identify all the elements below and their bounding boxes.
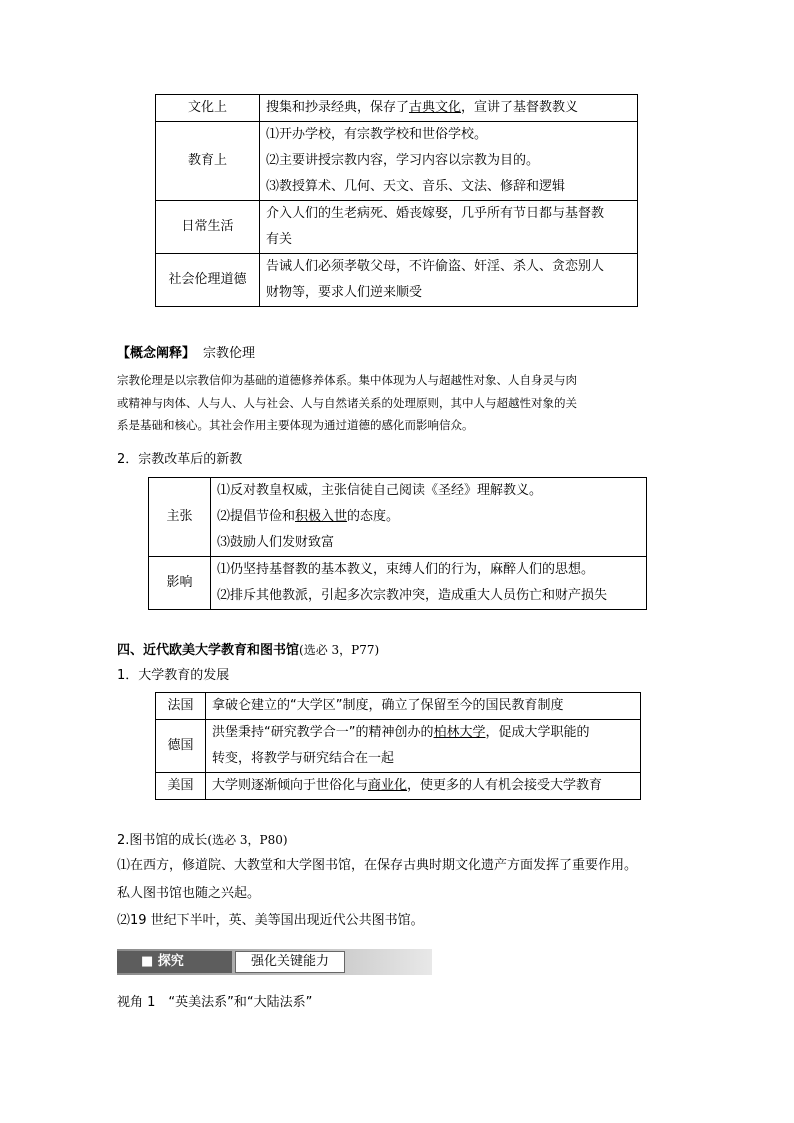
subheading-1: 1．大学教育的发展 bbox=[117, 668, 230, 683]
table1-row-header: 社会伦理道德 bbox=[156, 254, 260, 307]
cell-line: ⑴反对教皇权威，主张信徒自己阅读《圣经》理解教义。 bbox=[217, 483, 543, 498]
table3-row-header: 法国 bbox=[156, 693, 206, 720]
table-church-roles bbox=[155, 94, 638, 307]
table1-row bbox=[156, 122, 638, 201]
table2-row-header: 主张 bbox=[149, 478, 211, 557]
cell-line: 转变，将教学与研究结合在一起 bbox=[212, 751, 395, 766]
cell-line: 大学则逐渐倾向于世俗化与商业化，使更多的人有机会接受大学教育 bbox=[212, 778, 603, 793]
view-1-title: 视角 1 “英美法系”和“大陆法系” bbox=[117, 995, 313, 1010]
concept-line: 宗教伦理是以宗教信仰为基础的道德修养体系。集中体现为人与超越性对象、人自身灵与肉 bbox=[117, 373, 577, 387]
table2-row bbox=[149, 478, 647, 557]
table1-row-content bbox=[260, 122, 638, 201]
table1-row-header: 教育上 bbox=[156, 122, 260, 201]
table3-row-content bbox=[206, 773, 641, 800]
subheading-2-ref: (选必 3，P80) bbox=[207, 833, 288, 847]
table3-row bbox=[156, 720, 641, 773]
cell-line: 洪堡秉持“研究教学合一”的精神创办的柏林大学，促成大学职能的 bbox=[212, 725, 590, 740]
underlined-term: 柏林大学 bbox=[433, 725, 486, 740]
banner-label-dark: ■ 探究 bbox=[117, 951, 232, 973]
paragraph-1-line-1: ⑴在西方，修道院、大教堂和大学图书馆，在保存古典时期文化遗产方面发挥了重要作用。 bbox=[117, 858, 638, 873]
concept-tag: 【概念阐释】 bbox=[117, 346, 196, 361]
cell-line: ⑴开办学校，有宗教学校和世俗学校。 bbox=[266, 127, 488, 142]
table1-row-content bbox=[260, 201, 638, 254]
concept-line: 或精神与肉体、人与人、人与社会、人与自然诸关系的处理原则，其中人与超越性对象的关 bbox=[117, 395, 577, 410]
cell-line: 有关 bbox=[266, 232, 293, 247]
table2-row-header: 影响 bbox=[149, 557, 211, 610]
heading-4-ref: (选必 3，P77) bbox=[299, 643, 380, 657]
concept-box bbox=[117, 341, 682, 437]
table-protestant bbox=[148, 477, 647, 610]
cell-line: 告诫人们必须孝敬父母，不许偷盗、奸淫、杀人、贪恋别人 bbox=[266, 259, 605, 274]
heading-4 bbox=[117, 637, 379, 664]
table1-row bbox=[156, 201, 638, 254]
concept-body bbox=[117, 369, 682, 437]
table1-row-content bbox=[260, 254, 638, 307]
cell-line: ⑶鼓励人们发财致富 bbox=[217, 535, 335, 550]
section-2-title: 2．宗教改革后的新教 bbox=[117, 452, 243, 467]
table1-row bbox=[156, 95, 638, 122]
table1-row bbox=[156, 254, 638, 307]
table3-row-header: 美国 bbox=[156, 773, 206, 800]
paragraph-2: ⑵19 世纪下半叶，英、美等国出现近代公共图书馆。 bbox=[117, 913, 424, 928]
underlined-term: 商业化 bbox=[368, 778, 408, 793]
table1-row-content bbox=[260, 95, 638, 122]
section-banner bbox=[117, 949, 432, 975]
table3-row-content bbox=[206, 693, 641, 720]
cell-line: ⑴仍坚持基督教的基本教义，束缚人们的行为，麻醉人们的思想。 bbox=[217, 562, 595, 577]
concept-line: 系是基础和核心。其社会作用主要体现为通过道德的感化而影响信众。 bbox=[117, 418, 474, 432]
table3-row-header: 德国 bbox=[156, 720, 206, 773]
table2-row bbox=[149, 557, 647, 610]
subheading-2-main: 2.图书馆的成长 bbox=[117, 833, 208, 848]
cell-line: 拿破仑建立的“大学区”制度，确立了保留至今的国民教育制度 bbox=[212, 698, 564, 713]
cell-line: 搜集和抄录经典，保存了古典文化，宣讲了基督教教义 bbox=[266, 100, 579, 115]
concept-title: 宗教伦理 bbox=[203, 346, 256, 361]
table1-row-header: 日常生活 bbox=[156, 201, 260, 254]
table2-row-content bbox=[211, 478, 647, 557]
cell-line: ⑵排斥其他教派，引起多次宗教冲突，造成重大人员伤亡和财产损失 bbox=[217, 588, 608, 603]
concept-heading bbox=[117, 341, 682, 367]
cell-line: ⑵主要讲授宗教内容，学习内容以宗教为目的。 bbox=[266, 153, 540, 168]
underlined-term: 积极入世 bbox=[295, 509, 348, 524]
cell-line: ⑶教授算术、几何、天文、音乐、文法、修辞和逻辑 bbox=[266, 179, 566, 194]
underlined-term: 古典文化 bbox=[409, 100, 462, 115]
banner-label-light: 强化关键能力 bbox=[235, 951, 345, 973]
cell-line: 财物等，要求人们逆来顺受 bbox=[266, 285, 423, 300]
heading-4-main: 四、近代欧美大学教育和图书馆 bbox=[117, 643, 300, 658]
table3-row-content bbox=[206, 720, 641, 773]
table3-row bbox=[156, 693, 641, 720]
table-universities bbox=[155, 692, 641, 800]
subheading-2 bbox=[117, 827, 288, 854]
table2-row-content bbox=[211, 557, 647, 610]
table1-row-header: 文化上 bbox=[156, 95, 260, 122]
paragraph-1-line-2: 私人图书馆也随之兴起。 bbox=[117, 886, 261, 901]
cell-line: 介入人们的生老病死、婚丧嫁娶，几乎所有节日都与基督教 bbox=[266, 206, 605, 221]
cell-line: ⑵提倡节俭和积极入世的态度。 bbox=[217, 509, 400, 524]
table3-row bbox=[156, 773, 641, 800]
